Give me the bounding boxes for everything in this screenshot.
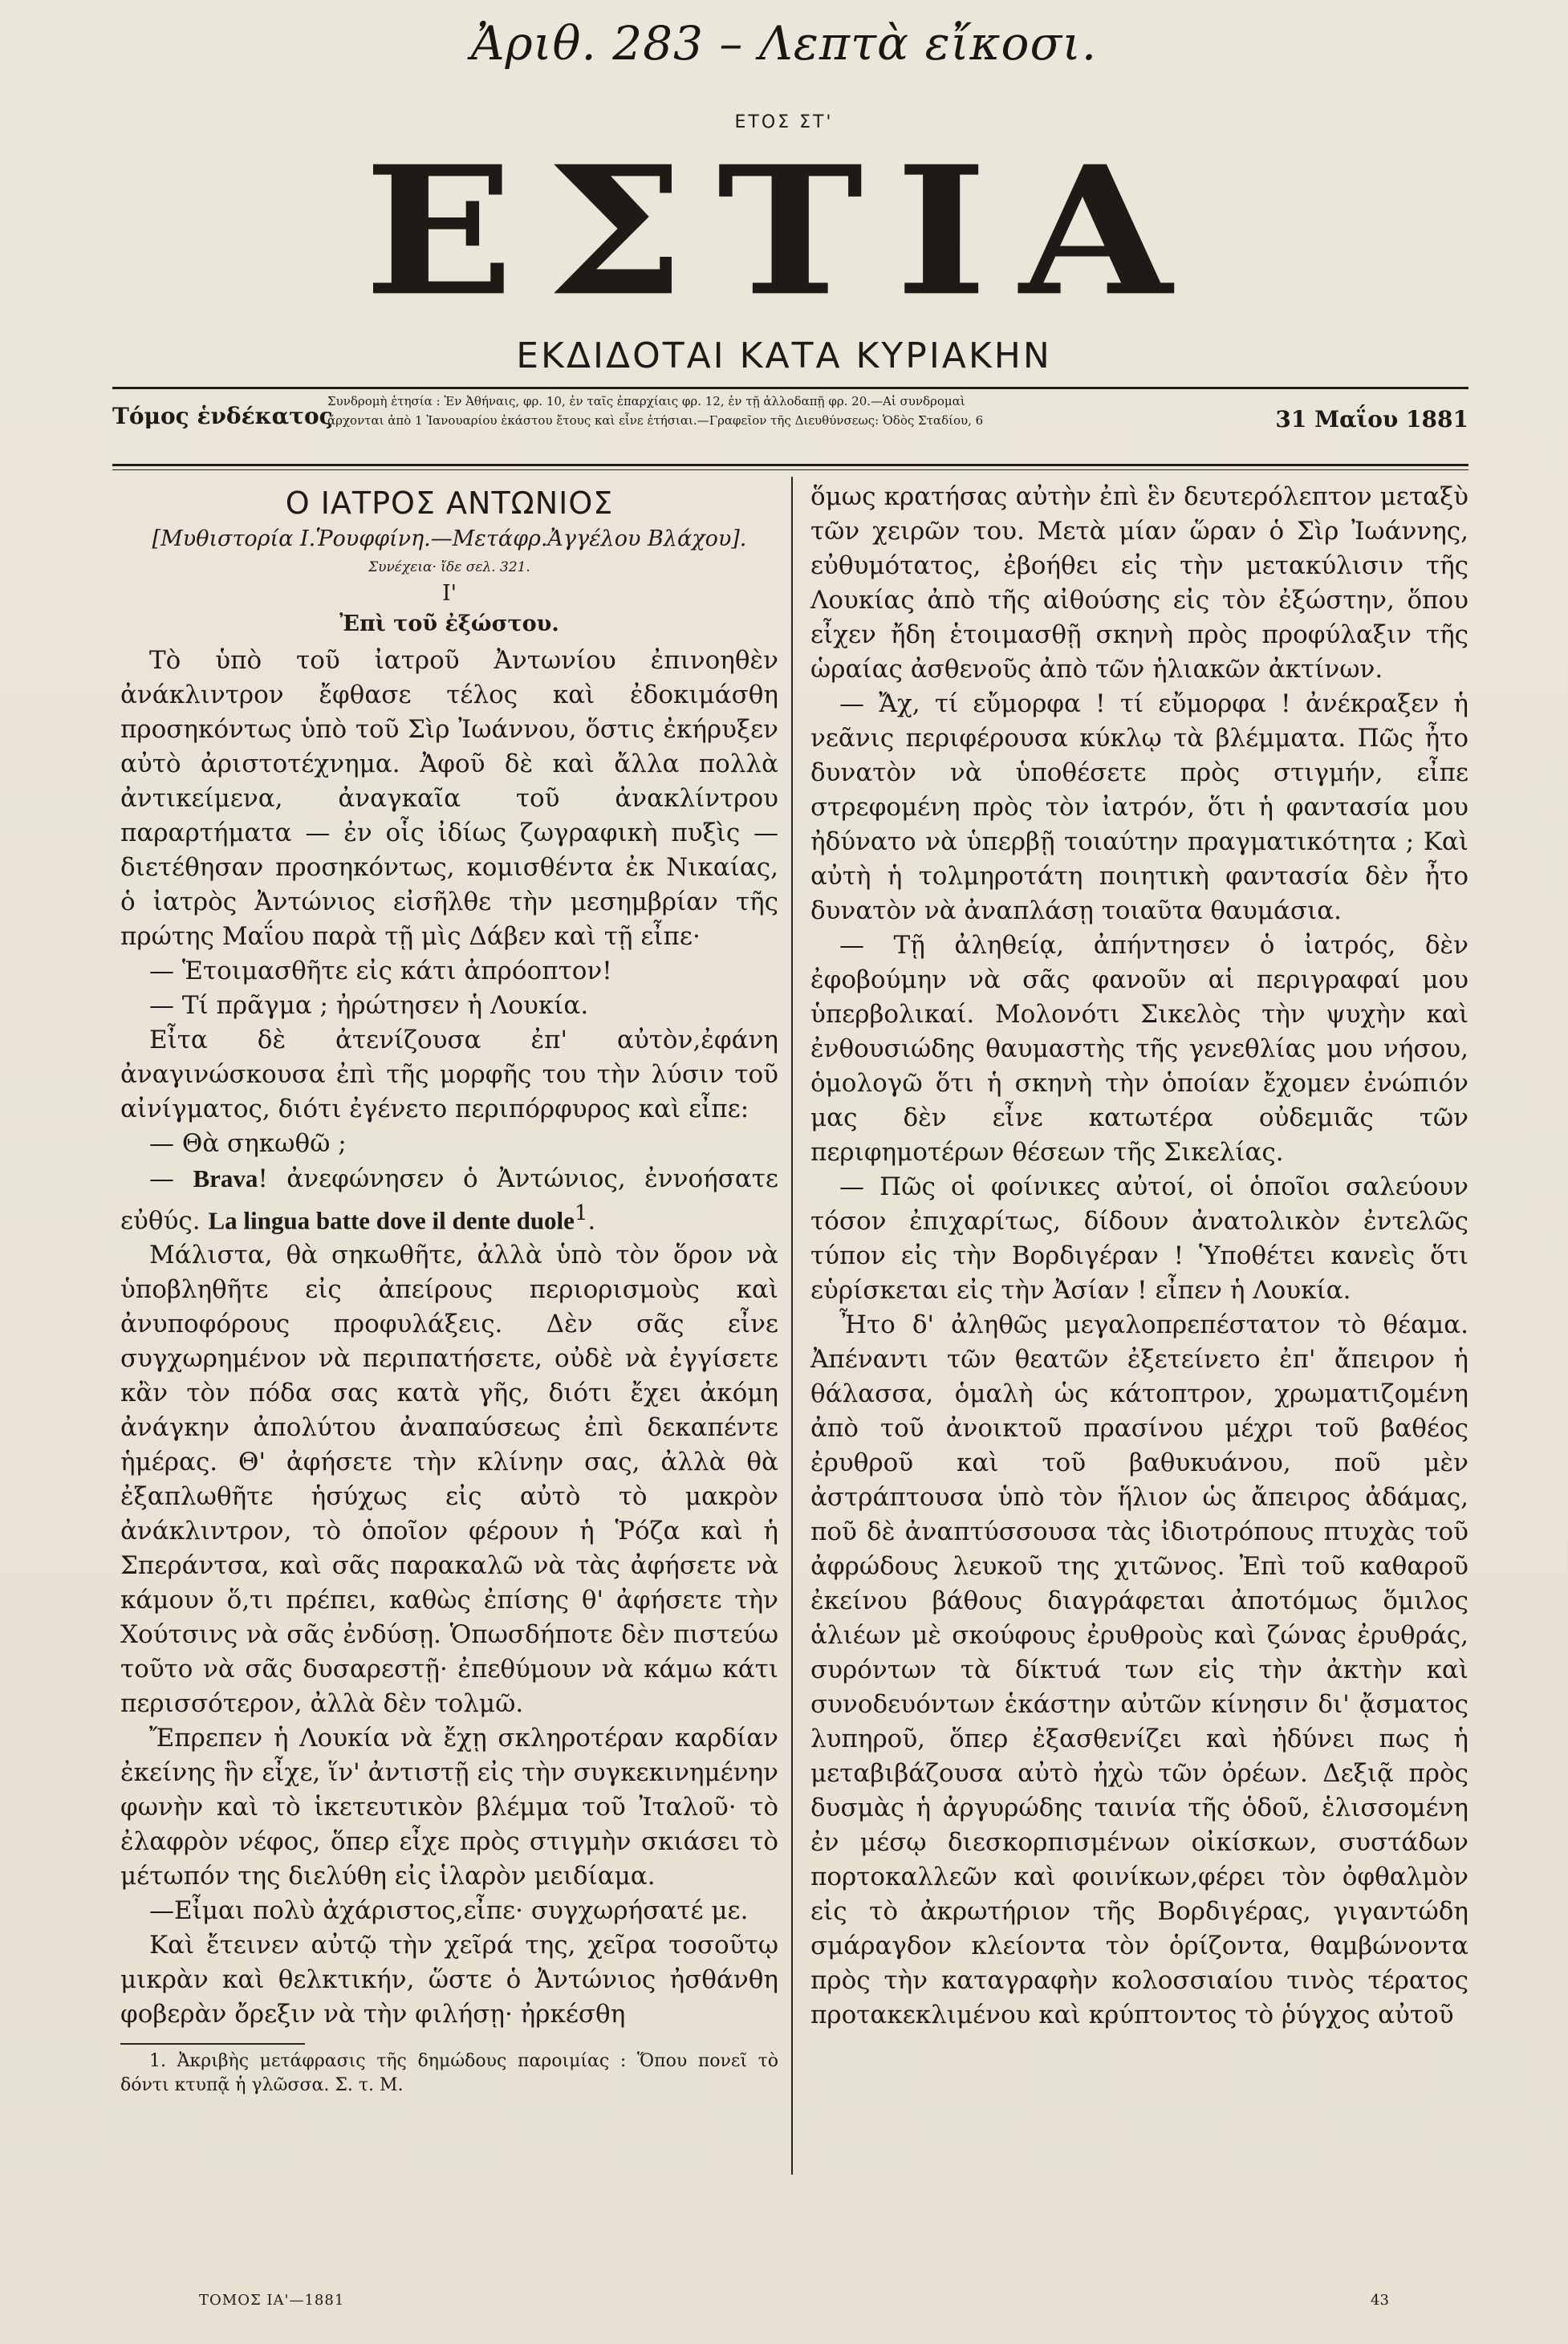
subscription-info	[327, 392, 1290, 430]
paragraph: Τὸ ὑπὸ τοῦ ἰατροῦ Ἀντωνίου ἐπινοηθὲν ἀνάκλιντρον ἔφθασε τέλος καὶ ἐδοκιμάσθη προσηκόντως ὑπὸ τοῦ Σὶρ Ἰωάννου, ὅστις ἐκήρυξεν αὐτὸ ἀριστοτέχνημα. Ἀφοῦ δὲ καὶ ἄλλα πολλὰ ἀντικείμενα, ἀναγκαῖα τοῦ ἀνακλίντρου παραρτήματα — ἐν οἷς ἰδίως ζωγραφικὴ πυξὶς — διετέθησαν προσηκόντως, κομισθέντα ἐκ Νικαίας, ὁ ἰατρὸς Ἀντώνιος εἰσῆλθε τὴν μεσημβρίαν τῆς πρώτης Μαΐου παρὰ τῇ μὶς Δάβεν καὶ τῇ εἶπε·	[120, 646, 778, 951]
page-number: 43	[1371, 2292, 1389, 2309]
masthead-title: ΕΣΤΙΑ	[364, 127, 1204, 335]
masthead-subtitle: ΕΚΔΙΔΟΤΑΙ ΚΑΤΑ ΚΥΡΙΑΚΗΝ	[516, 335, 1052, 376]
paragraph: Εἶτα δὲ ἀτενίζουσα ἐπ' αὐτὸν,ἐφάνη ἀναγινώσκουσα ἐπὶ τῆς μορφῆς του τὴν λύσιν τοῦ αἰνίγματος, διότι ἐγένετο περιπόρφυρος καὶ εἶπε:	[120, 1026, 778, 1123]
continued-note: Συνέχεια· ἴδε σελ. 321.	[368, 559, 530, 575]
subscription-line: ἄρχονται ἀπὸ 1 Ἰανουαρίου ἑκάστου ἔτους καὶ εἶνε ἐτήσιαι.—Γραφεῖον τῆς Διευθύνσεως: Ὁδὸς Σταδίου, 6	[327, 413, 984, 428]
brava-rest: ! ἀνεφώνησεν ὁ Ἀντώνιος, ἐννοήσατε εὐθύς.	[120, 1164, 778, 1236]
paragraph-brava: — Brava! ἀνεφώνησεν ὁ Ἀντώνιος, ἐννοήσατε εὐθύς. La lingua batte dove il dente duole$^1$.	[120, 1164, 778, 1236]
paragraph: — Τί πρᾶγμα ; ἠρώτησεν ἡ Λουκία.	[149, 991, 589, 1020]
paragraph: Καὶ ἔτεινεν αὐτῷ τὴν χεῖρά της, χεῖρα τοσοῦτῳ μικρὰν καὶ θελκτικήν, ὥστε ὁ Ἀντώνιος ἠσθάνθη φοβερὰν ὄρεξιν νὰ τὴν φιλήσῃ· ἠρκέσθη	[120, 1931, 778, 2029]
paragraph: Ἦτο δ' ἀληθῶς μεγαλοπρεπέστατον τὸ θέαμα. Ἀπέναντι τῶν θεατῶν ἐξετείνετο ἐπ' ἄπειρον ἡ θάλασσα, ὁμαλὴ ὡς κάτοπτρον, χρωματιζομένη ἀπὸ τοῦ ἀνοικτοῦ πρασίνου μέχρι τοῦ βαθέος ἐρυθροῦ καὶ τοῦ βαθυκυάνου, ποῦ μὲν ἀστράπτουσα ὑπὸ τὸν ἥλιον ὡς ἄπειρος ἀδάμας, ποῦ δὲ ἀναπτύσσουσα τὰς ἰδιοτρόπους πτυχὰς τοῦ ἀφρώδους λευκοῦ της χιτῶνος. Ἐπὶ τοῦ καθαροῦ ἐκείνου βάθους διαγράφεται ἀποτόμως ὅμιλος ἁλιέων μὲ σκούφους ἐρυθροὺς καὶ ζώνας ἐρυθράς, συρόντων τὰ δίκτυά των εἰς τὴν ἀκτὴν καὶ συνοδευόντων ἑκάστην αὐτῶν κίνησιν δι' ᾄσματος λυπηροῦ, ὅπερ ἐξασθενίζει καὶ ἠδύνει πως ἡ μεταβιβάζουσα αὐτὸ ἠχὼ τῶν ὀρέων. Δεξιᾷ πρὸς δυσμὰς ἡ ἀργυρώδης ταινία τῆς ὁδοῦ, ἑλισσομένη ἐν μέσῳ διεσκορπισμένων οἰκίσκων, συστάδων πορτοκαλλεῶν καὶ φοινίκων,φέρει τὸν ὀφθαλμὸν εἰς τὸ ἀκρωτήριον τῆς Βορδιγέρας, γιγαντώδη σμάραγδον κλείοντα τὸν ὁρίζοντα, θαμβώνοντα πρὸς τὴν καταγραφὴν κολοσσιαίου τινὸς τέρατος προτακεκλιμένου καὶ κρύπτοντος τὸ ῥύγχος αὐτοῦ	[810, 1310, 1468, 2029]
paragraph: ὅμως κρατήσας αὐτὴν ἐπὶ ἓν δευτερόλεπτον μεταξὺ τῶν χειρῶν του. Μετὰ μίαν ὥραν ὁ Σὶρ Ἰωάννης, εὐθυμότατος, ἐβοήθει εἰς τὴν μετακύλισιν τῆς Λουκίας ἀπὸ τῆς αἰθούσης εἰς τὸν ἐξώστην, ὅπου εἶχεν ἤδη ἑτοιμασθῇ σκηνὴ πρὸς προφύλαξιν τῆς ὡραίας ἀσθενοῦς ἀπὸ τῶν ἡλιακῶν ἀκτίνων.	[810, 482, 1468, 684]
latin-quote: La lingua batte dove il dente duole	[208, 1206, 575, 1235]
paragraph: —Εἶμαι πολὺ ἀχάριστος,εἶπε· συγχωρήσατέ με.	[149, 1896, 749, 1926]
header-rule-top	[112, 387, 1468, 389]
right-column	[810, 480, 1468, 2033]
paragraph: — Ἄχ, τί εὔμορφα ! τί εὔμορφα ! ἀνέκραξεν ἡ νεᾶνις περιφέρουσα κύκλῳ τὰ βλέμματα. Πῶς ἦτο δυνατὸν νὰ ὑποθέσετε πρὸς στιγμήν, εἶπε στρεφομένη πρὸς τὸν ἰατρόν, ὅτι ἡ φαντασία μου ἠδύνατο νὰ ὑπερβῇ τοιαύτην πραγματικότητα ; Καὶ αὐτὴ ἡ τολμηροτάτη ποιητικὴ φαντασία δὲν ἦτο δυνατὸν νὰ ἀναπλάσῃ τοιαῦτα θαυμάσια.	[810, 689, 1468, 925]
paragraph: — Πῶς οἱ φοίνικες αὐτοί, οἱ ὁποῖοι σαλεύουν τόσον ἐπιχαρίτως, δίδουν ἀνατολικὸν ἐντελῶς τύπον εἰς τὴν Βορδιγέραν ! Ὑποθέτει κανεὶς ὅτι εὑρίσκεται εἰς τὴν Ἀσίαν ! εἶπεν ἡ Λουκία.	[810, 1172, 1468, 1305]
paragraph: Ἔπρεπεν ἡ Λουκία νὰ ἔχῃ σκληροτέραν καρδίαν ἐκείνης ἣν εἶχε, ἵν' ἀντιστῇ εἰς τὴν συγκεκινημένην φωνὴν καὶ τὸ ἱκετευτικὸν βλέμμα τοῦ Ἰταλοῦ· τὸ ἐλαφρὸν νέφος, ὅπερ εἶχε πρὸς στιγμὴν σκιάσει τὸ μέτωπόν της διελύθη εἰς ἱλαρὸν μειδίαμα.	[120, 1724, 778, 1891]
article-title: Ο ΙΑΤΡΟΣ ΑΝΤΩΝΙΟΣ	[285, 485, 614, 521]
footnote-marker: 1	[574, 1201, 588, 1225]
issue-date: 31 Μαΐου 1881	[1275, 406, 1468, 433]
chapter-number: Ι'	[441, 581, 457, 606]
info-bar	[112, 392, 1468, 446]
header-rule-bottom	[112, 464, 1468, 466]
footnote-text: 1. Ἀκριβὴς μετάφρασις τῆς δημώδους παροιμίας : Ὅπου πονεῖ τὸ δόντι κτυπᾷ ἡ γλῶσσα. Σ. τ. Μ.	[120, 2051, 778, 2096]
header-rule-bottom-thin	[112, 469, 1468, 470]
paragraph: — Τῇ ἀληθείᾳ, ἀπήντησεν ὁ ἰατρός, δὲν ἐφοβούμην νὰ σᾶς φανοῦν αἱ περιγραφαί μου ὑπερβολικαί. Μολονότι Σικελὸς τὴν ψυχὴν καὶ ἐνθουσιώδης θαυμαστὴς τῆς γενεθλίας μου νήσου, ὁμολογῶ ὅτι ἡ σκηνὴ τὴν ὁποίαν ἔχομεν ἐνώπιόν μας δὲν εἶνε κατωτέρα οὐδεμιᾶς τῶν περιφημοτέρων θέσεων τῆς Σικελίας.	[810, 931, 1468, 1167]
subscription-line: Συνδρομὴ ἐτησία : Ἐν Ἀθήναις, φρ. 10, ἐν ταῖς ἐπαρχίαις φρ. 12, ἐν τῇ ἀλλοδαπῇ φρ. 20.—Αἱ συνδρομαὶ	[327, 394, 965, 408]
volume-label: Τόμος ἑνδέκατος	[112, 403, 333, 429]
paragraph: — Ἑτοιμασθῆτε εἰς κάτι ἀπρόοπτον!	[149, 957, 612, 985]
left-column	[120, 480, 778, 2098]
brava-word: Brava	[193, 1164, 258, 1192]
column-divider	[791, 477, 793, 2175]
footnote	[120, 2049, 778, 2098]
article-credit: [Μυθιστορία Ι.Ῥουφφίνη.—Μετάφρ.Ἀγγέλου Βλάχου].	[152, 526, 747, 551]
year-label: ΕΤΟΣ ΣΤ'	[734, 112, 834, 132]
paragraph: — Θὰ σηκωθῶ ;	[149, 1129, 347, 1158]
chapter-title: Ἐπὶ τοῦ ἐξώστου.	[339, 611, 559, 636]
handwritten-issue-note: Ἀριθ. 283 – Λεπτὰ εἴκοσι.	[470, 16, 1098, 71]
footer-volume-year: ΤΟΜΟΣ ΙΑ'—1881	[199, 2292, 345, 2309]
footnote-rule	[120, 2043, 305, 2045]
paragraph: Μάλιστα, θὰ σηκωθῆτε, ἀλλὰ ὑπὸ τὸν ὅρον νὰ ὑποβληθῆτε εἰς ἀπείρους περιορισμοὺς καὶ ἀνυποφόρους προφυλάξεις. Δὲν σᾶς εἶνε συγχωρημένον νὰ περιπατήσετε, οὐδὲ νὰ ἐγγίσετε κἂν τὸν πόδα σας κατὰ γῆς, διότι ἔχει ἀκόμη ἀνάγκην ἀπολύτου ἀναπαύσεως ἐπὶ δεκαπέντε ἡμέρας. Θ' ἀφήσετε τὴν κλίνην σας, ἀλλὰ θὰ ἐξαπλωθῆτε ἡσύχως εἰς αὐτὸ τὸ μακρὸν ἀνάκλιντρον, τὸ ὁποῖον φέρουν ἡ Ῥόζα καὶ ἡ Σπεράντσα, καὶ σᾶς παρακαλῶ νὰ τὰς ἀφήσετε νὰ κάμουν ὅ,τι πρέπει, καθὼς ἐπίσης θ' ἀφήσετε τὴν Χούτσινς νὰ σᾶς ἐνδύσῃ. Ὁπωσδήποτε δὲν πιστεύω τοῦτο νὰ σᾶς δυσαρεστῇ· ἐπεθύμουν νὰ κάμω κάτι περισσότερον, ἀλλὰ δὲν τολμῶ.	[120, 1241, 778, 1719]
